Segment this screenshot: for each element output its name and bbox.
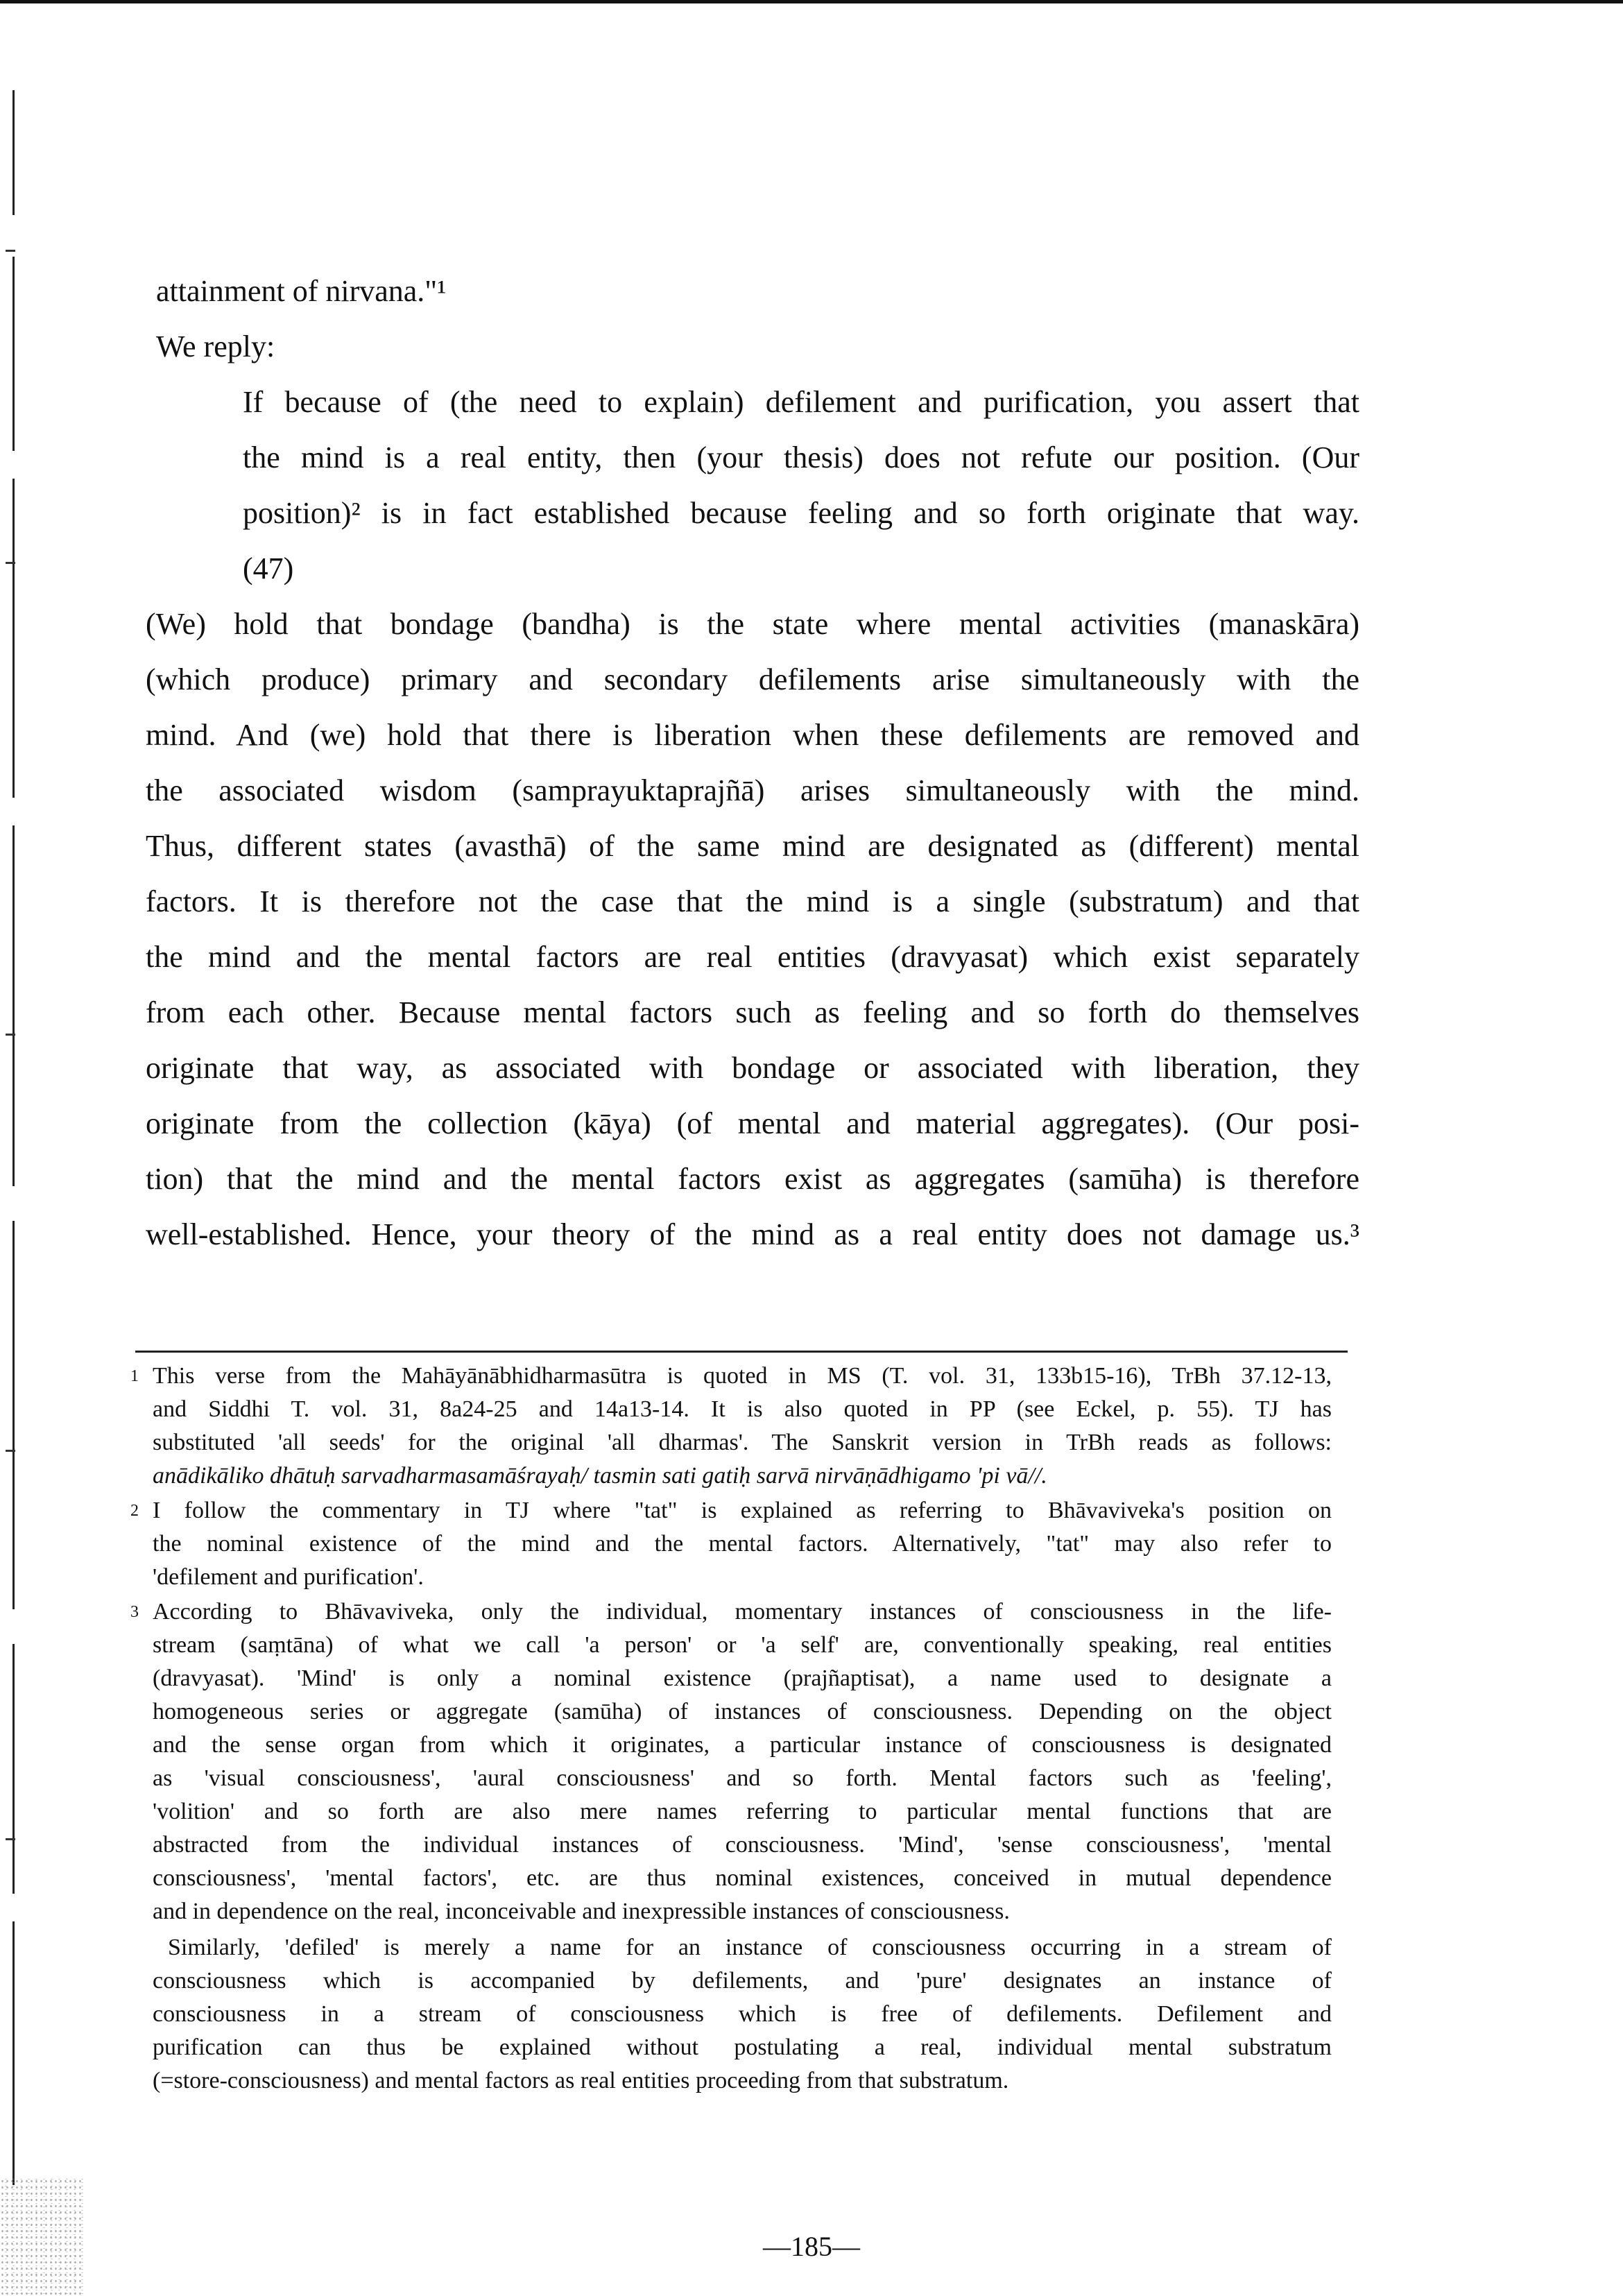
footnote-line: consciousness in a stream of consciousness which is free of defilements. Defilement and bbox=[153, 2001, 1332, 2027]
footnote-line: consciousness', 'mental factors', etc. are thus nominal existences, conceived in mutual dependence bbox=[153, 1865, 1332, 1891]
footnote-number: 3 bbox=[130, 1603, 139, 1621]
commentary-line: tion) that the mind and the mental factors exist as aggregates (samūha) is therefore bbox=[146, 1162, 1359, 1196]
footnote-line: and in dependence on the real, inconceivable and inexpressible instances of consciousness. bbox=[153, 1899, 1010, 1924]
commentary-line: (which produce) primary and secondary defilements arise simultaneously with the bbox=[146, 662, 1359, 696]
footnote-line: consciousness which is accompanied by defilements, and 'pure' designates an instance of bbox=[153, 1968, 1332, 1994]
commentary-line: the mind and the mental factors are real entities (dravyasat) which exist separately bbox=[146, 940, 1359, 974]
verse-line: the mind is a real entity, then (your thesis) does not refute our position. (Our bbox=[243, 440, 1359, 474]
footnote-1 bbox=[130, 1360, 1332, 1493]
page-number: —185— bbox=[763, 2231, 860, 2262]
footnote-line: 'volition' and so forth are also mere names referring to particular mental functions that are bbox=[153, 1799, 1332, 1824]
footnote-line: I follow the commentary in TJ where "tat" is explained as referring to Bhāvaviveka's position on bbox=[153, 1498, 1332, 1523]
commentary-line: originate that way, as associated with bondage or associated with liberation, they bbox=[146, 1051, 1359, 1085]
footnote-line: According to Bhāvaviveka, only the individual, momentary instances of consciousness in the life- bbox=[153, 1599, 1332, 1625]
footnote-line: (dravyasat). 'Mind' is only a nominal existence (prajñaptisat), a name used to designate a bbox=[153, 1665, 1332, 1691]
footnote-line: anādikāliko dhātuḥ sarvadharmasamāśrayaḥ/ tasmin sati gatiḥ sarvā nirvāṇādhigamo 'pi vā//. bbox=[153, 1463, 1047, 1489]
scan-margin-marks bbox=[0, 76, 28, 2227]
footnote-number: 1 bbox=[130, 1367, 139, 1385]
footnote-line: and Siddhi T. vol. 31, 8a24-25 and 14a13-14. It is also quoted in PP (see Eckel, p. 55). TJ has bbox=[153, 1396, 1332, 1422]
commentary-line: the associated wisdom (samprayuktaprajñā) arises simultaneously with the mind. bbox=[146, 773, 1359, 807]
footnote-line: abstracted from the individual instances of consciousness. 'Mind', 'sense consciousness', 'mental bbox=[153, 1832, 1332, 1858]
footnote-line: as 'visual consciousness', 'aural consciousness' and so forth. Mental factors such as 'feeling', bbox=[153, 1765, 1332, 1791]
footnote-2 bbox=[130, 1494, 1332, 1594]
commentary-line: from each other. Because mental factors such as feeling and so forth do themselves bbox=[146, 995, 1359, 1029]
footnote-3-paragraph-2 bbox=[153, 1931, 1332, 2098]
footnote-line: homogeneous series or aggregate (samūha) of instances of consciousness. Depending on the object bbox=[153, 1699, 1332, 1724]
footnote-line: substituted 'all seeds' for the original 'all dharmas'. The Sanskrit version in TrBh reads as follows: bbox=[153, 1430, 1332, 1455]
commentary-line: originate from the collection (kāya) (of mental and material aggregates). (Our posi- bbox=[146, 1106, 1359, 1140]
footnote-line: This verse from the Mahāyānābhidharmasūtra is quoted in MS (T. vol. 31, 133b15-16), TrBh 37.12-13, bbox=[153, 1363, 1332, 1389]
commentary-line: mind. And (we) hold that there is liberation when these defilements are removed and bbox=[146, 718, 1359, 752]
main-text bbox=[146, 264, 1359, 1262]
commentary-line: (We) hold that bondage (bandha) is the state where mental activities (manaskāra) bbox=[146, 607, 1359, 641]
footnote-line: 'defilement and purification'. bbox=[153, 1564, 424, 1590]
commentary-line: factors. It is therefore not the case that the mind is a single (substratum) and that bbox=[146, 884, 1359, 918]
verse-line: position)² is in fact established because feeling and so forth originate that way. bbox=[243, 496, 1359, 530]
footnote-3 bbox=[130, 1595, 1332, 2098]
top-border bbox=[0, 0, 1623, 3]
footnote-line: purification can thus be explained without postulating a real, individual mental substratum bbox=[153, 2034, 1332, 2060]
footnote-number: 2 bbox=[130, 1502, 139, 1520]
commentary-block bbox=[146, 597, 1359, 1262]
footnote-line: the nominal existence of the mind and the mental factors. Alternatively, "tat" may also refer to bbox=[153, 1531, 1332, 1557]
footnote-line: (=store-consciousness) and mental factors as real entities proceeding from that substratum. bbox=[153, 2068, 1009, 2093]
verse-line: If because of (the need to explain) defilement and purification, you assert that bbox=[243, 385, 1359, 419]
footnote-line: stream (saṃtāna) of what we call 'a person' or 'a self' are, conventionally speaking, real entities bbox=[153, 1632, 1332, 1658]
verse-block bbox=[243, 375, 1359, 597]
commentary-line: Thus, different states (avasthā) of the same mind are designated as (different) mental bbox=[146, 829, 1359, 863]
footnote-line: Similarly, 'defiled' is merely a name for an instance of consciousness occurring in a stream of bbox=[168, 1935, 1332, 1960]
commentary-line: well-established. Hence, your theory of the mind as a real entity does not damage us.³ bbox=[146, 1217, 1359, 1251]
footnotes bbox=[130, 1360, 1332, 2099]
footnote-separator bbox=[135, 1351, 1348, 1353]
verse-number: (47) bbox=[243, 551, 294, 585]
footnote-line: and the sense organ from which it originates, a particular instance of consciousness is designated bbox=[153, 1732, 1332, 1758]
intro-line: attainment of nirvana."¹ bbox=[156, 274, 447, 308]
intro-line: We reply: bbox=[156, 329, 275, 363]
